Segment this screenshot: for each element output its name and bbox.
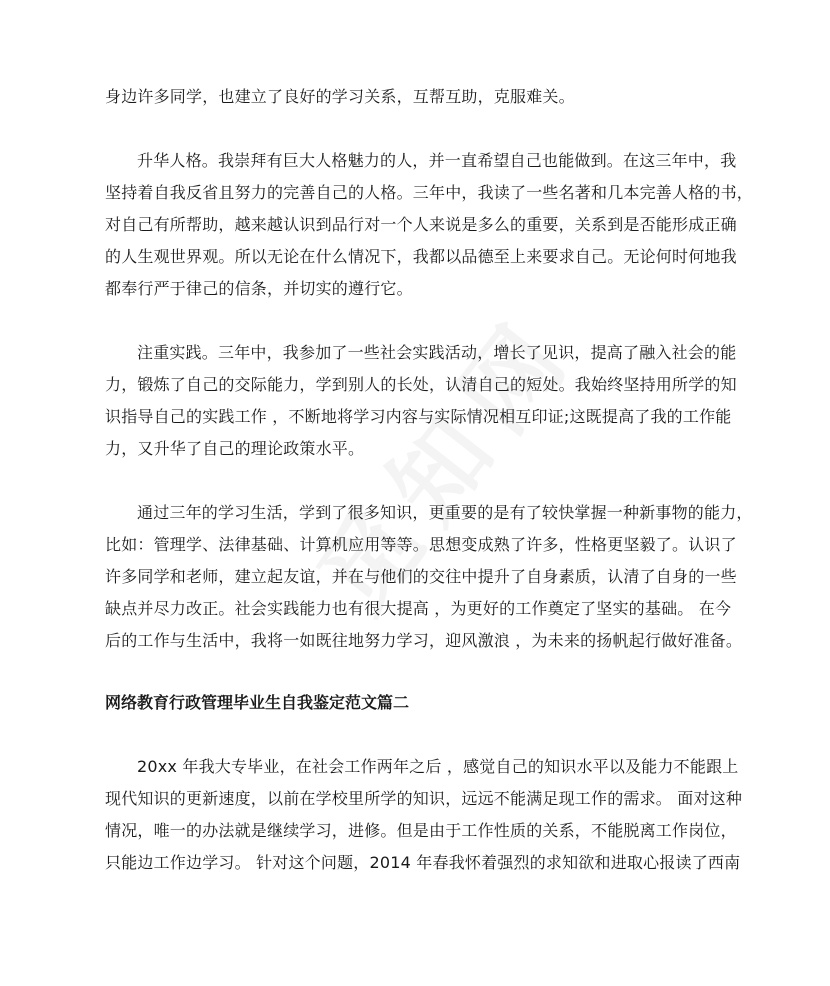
paragraph-line: 许多同学和老师，建立起友谊，并在与他们的交往中提升了自身素质，认清了自身的一些	[105, 567, 737, 586]
paragraph-line: 后的工作与生活中，我将一如既往地努力学习，迎风激浪 ，为未来的扬帆起行做好准备。	[105, 631, 743, 650]
paragraph-line: 20xx 年我大专毕业，在社会工作两年之后 ，感觉自己的知识水平以及能力不能跟上	[137, 757, 739, 776]
paragraph-line: 都奉行严于律己的信条，并切实的遵行它。	[105, 279, 413, 298]
paragraph-line: 对自己有所帮助，越来越认识到品行对一个人来说是多么的重要，关系到是否能形成正确	[105, 215, 737, 234]
paragraph-line: 力，又升华了自己的理论政策水平。	[105, 439, 365, 458]
paragraph-line: 识指导自己的实践工作 ，不断地将学习内容与实际情况相互印证;这既提高了我的工作能	[105, 407, 732, 426]
paragraph-line: 现代知识的更新速度，以前在学校里所学的知识，远远不能满足现工作的需求。 面对这种	[105, 789, 743, 808]
paragraph-line: 通过三年的学习生活，学到了很多知识，更重要的是有了较快掌握一种新事物的能力，	[137, 503, 753, 522]
section-heading: 网络教育行政管理毕业生自我鉴定范文篇二	[105, 693, 410, 712]
paragraph-line: 力，锻炼了自己的交际能力，学到别人的长处，认清自己的短处。我始终坚持用所学的知	[105, 375, 737, 394]
paragraph-line: 情况，唯一的办法就是继续学习，进修。但是由于工作性质的关系，不能脱离工作岗位，	[105, 821, 737, 840]
paragraph-line: 注重实践。三年中，我参加了一些社会实践活动，增长了见识，提高了融入社会的能	[137, 343, 737, 362]
paragraph-line: 缺点并尽力改正。社会实践能力也有很大提高 ，为更好的工作奠定了坚实的基础。 在今	[105, 599, 732, 618]
paragraph-line: 比如：管理学、法律基础、计算机应用等等。思想变成熟了许多，性格更坚毅了。认识了	[105, 535, 737, 554]
paragraph-line: 的人生观世界观。所以无论在什么情况下，我都以品德至上来要求自己。无论何时何地我	[105, 247, 737, 266]
paragraph-line: 坚持着自我反省且努力的完善自己的人格。三年中，我读了一些名著和几本完善人格的书，	[105, 183, 754, 202]
paragraph-line: 只能边工作边学习。 针对这个问题，2014 年春我怀着强烈的求知欲和进取心报读了西南	[105, 853, 741, 872]
paragraph-line: 身边许多同学，也建立了良好的学习关系，互帮互助，克服难关。	[105, 87, 575, 106]
paragraph-line: 升华人格。我崇拜有巨大人格魅力的人，并一直希望自己也能做到。在这三年中，我	[137, 151, 737, 170]
